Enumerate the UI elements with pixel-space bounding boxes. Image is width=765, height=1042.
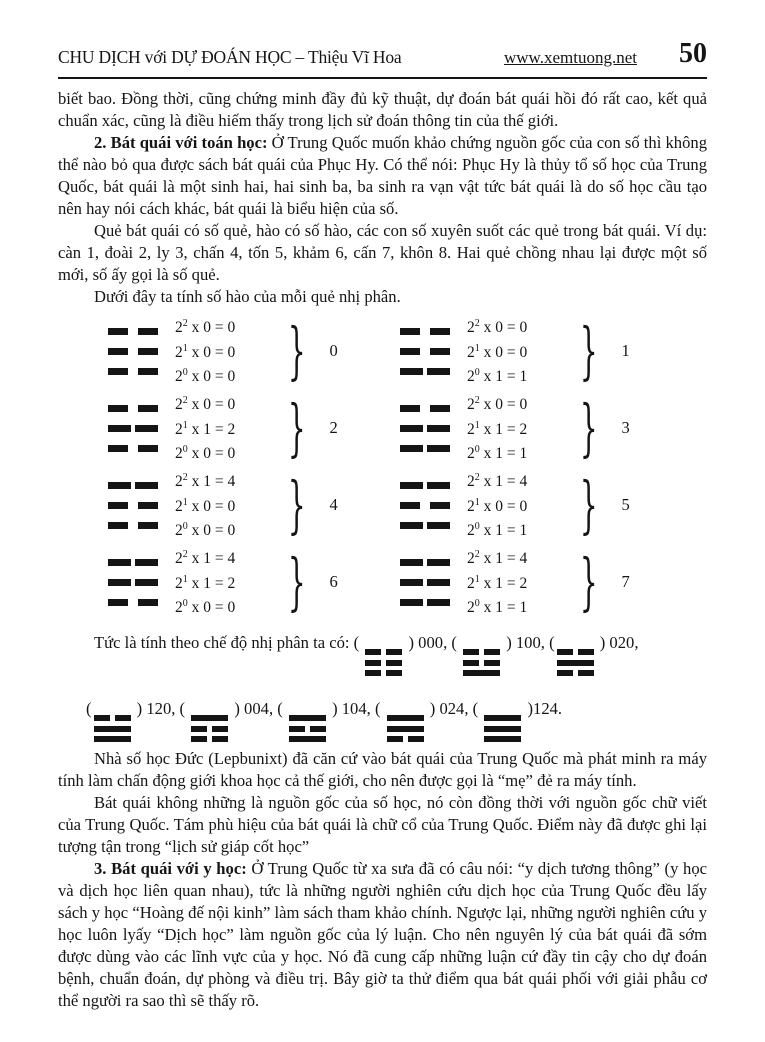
hexagram-bar [365, 670, 381, 676]
trigram-block [108, 468, 400, 541]
hexagram-symbol [387, 715, 424, 742]
trigram-solid-line [108, 425, 158, 432]
trigram-block [400, 391, 692, 464]
trigram-broken-line [108, 368, 158, 375]
trigram-solid-line [108, 559, 158, 566]
paragraph-text: biết bao. Đồng thời, cũng chứng minh đầy đủ kỹ thuật, dự đoán bát quái hồi đó rất cao, kết quả chuẩn xác, cũng là điều hiếm thấy trong lịch sử đoán thông tin của thế giới. [58, 89, 707, 130]
paragraph-bat-quai-y-hoc [58, 858, 707, 1012]
brace-icon: } [579, 468, 598, 541]
brace-icon: } [287, 314, 306, 387]
hexagram-row [463, 670, 500, 676]
equation: $2^2$ x 0 = 0 [175, 395, 236, 414]
hexagram-bar [463, 649, 479, 655]
trigram-dash [400, 522, 423, 529]
hexagram-bar [94, 726, 131, 732]
trigram-solid-line [400, 559, 450, 566]
hexagram-row [289, 736, 326, 742]
trigram-dash [400, 405, 420, 412]
trigram-dash [430, 405, 450, 412]
equation: $2^0$ x 1 = 1 [467, 444, 528, 463]
block-total: 5 [621, 495, 630, 514]
hexagram-row [557, 670, 594, 676]
trigram-block [108, 391, 400, 464]
hexagram-bar [484, 660, 500, 666]
hexagram-bar [484, 726, 521, 732]
trigram-solid-line [400, 368, 450, 375]
paragraph-nha-so-hoc [58, 748, 707, 792]
hexagram-row [191, 736, 228, 742]
brace-icon: } [579, 314, 598, 387]
hexagram-bar [463, 660, 479, 666]
trigram-dash [400, 599, 423, 606]
hexagram-bar [578, 670, 594, 676]
trigram-dash [135, 579, 158, 586]
hexagram-row [463, 660, 500, 666]
hexagram-bar [191, 715, 228, 721]
equation-list [175, 545, 277, 619]
trigram-dash [108, 405, 128, 412]
equation: $2^1$ x 0 = 0 [175, 496, 236, 515]
trigram-dash [108, 368, 128, 375]
trigram-dash [427, 559, 450, 566]
equation: $2^1$ x 1 = 2 [175, 419, 236, 438]
binary-sentence-intro: Tức là tính theo chế độ nhị phân ta có: [94, 633, 354, 652]
hexagram-row [289, 715, 326, 721]
trigram-dash [427, 522, 450, 529]
hexagram-bar [484, 736, 521, 742]
equation: $2^2$ x 1 = 4 [175, 472, 236, 491]
diagram-row [58, 391, 707, 464]
trigram-dash [108, 328, 128, 335]
trigram-block [400, 545, 692, 618]
equation: $2^1$ x 1 = 2 [467, 419, 528, 438]
trigram-broken-line [108, 405, 158, 412]
block-total: 6 [329, 572, 338, 591]
trigram-block [108, 314, 400, 387]
hexagram-symbol [94, 715, 131, 742]
paragraph-text: Dưới đây ta tính số hào của mỗi quẻ nhị phân. [94, 287, 401, 306]
equation: $2^2$ x 1 = 4 [175, 549, 236, 568]
hexagram-row [484, 726, 521, 732]
hexagram-bar [310, 726, 326, 732]
trigram-broken-line [108, 445, 158, 452]
trigram-dash [430, 348, 450, 355]
equation: $2^1$ x 1 = 2 [467, 573, 528, 592]
trigram-solid-line [400, 482, 450, 489]
equation: $2^1$ x 0 = 0 [467, 496, 528, 515]
header-url-link[interactable]: www.xemtuong.net [504, 48, 637, 67]
trigram-solid-line [108, 579, 158, 586]
hexagram-bar [484, 649, 500, 655]
trigram-dash [108, 425, 131, 432]
equation-list [175, 468, 277, 542]
diagram-row [58, 468, 707, 541]
hexagram-row [463, 649, 500, 655]
hexagram-row [557, 649, 594, 655]
trigram-block [400, 314, 692, 387]
binary-sentence-line-2: ( ) 120, ( ) 004, ( ) 104, ( ) 024, ( )124. [58, 692, 707, 742]
page-content [58, 88, 707, 1012]
trigram-solid-line [400, 445, 450, 452]
block-total: 3 [621, 418, 630, 437]
equation: $2^2$ x 0 = 0 [467, 395, 528, 414]
hexagram-row [387, 715, 424, 721]
trigram-figure [400, 405, 450, 452]
equation: $2^0$ x 1 = 1 [467, 521, 528, 540]
equation: $2^0$ x 1 = 1 [467, 598, 528, 617]
trigram-figure [400, 328, 450, 375]
trigram-dash [427, 482, 450, 489]
hexagram-bar [557, 670, 573, 676]
trigram-solid-line [400, 522, 450, 529]
paragraph-lead: 2. Bát quái với toán học: [94, 133, 268, 152]
hexagram-row [365, 660, 402, 666]
equation: $2^0$ x 0 = 0 [175, 367, 236, 386]
hexagram-bar [212, 736, 228, 742]
hexagram-row [557, 660, 594, 666]
trigram-dash [400, 579, 423, 586]
hexagram-symbol [484, 715, 521, 742]
trigram-broken-line [400, 328, 450, 335]
equation-list [175, 391, 277, 465]
paragraph-text: Ở Trung Quốc từ xa sưa đã có câu nói: “y dịch tương thông” (y học và dịch học liên quan nhau), tức là những người nghiên cứu dịch học của Trung Quốc đều lấy sách y học “Hoàng đế nội kinh” làm sách tham khảo chính. Ngược lại, những người nghiên cứu y học luôn lyấy “Dịch học” làm nguồn gốc của lý luận. Cho nên nguyên lý của bát quái đã sớm được dùng vào các lĩnh vực của y học. Nó đã cung cấp những luận cứ đầy tin cậy cho dự đoán bệnh, chuẩn đoán, dự phòng và điều trị. Bây giờ ta thử điểm qua bát quái phối với giải phẫu cơ thể người ra sao thì sẽ thấy rõ. [58, 859, 707, 1010]
equation: $2^0$ x 0 = 0 [175, 521, 236, 540]
trigram-broken-line [400, 502, 450, 509]
hexagram-bar [289, 726, 305, 732]
hexagram-bar [578, 649, 594, 655]
trigram-dash [400, 502, 420, 509]
hexagram-row [289, 726, 326, 732]
paragraph-text: Bát quái không những là nguồn gốc của số học, nó còn đồng thời với nguồn gốc chữ viết của Trung Quốc. Tám phù hiệu của bát quái là chữ cổ của Trung Quốc. Điểm này đã được ghi lại tượng tận trong “lịch sử giáp cốt học” [58, 793, 707, 856]
brace-icon: } [579, 545, 598, 618]
hexagram-bar [386, 660, 402, 666]
trigram-dash [138, 348, 158, 355]
hexagram-bar [557, 649, 573, 655]
trigram-dash [400, 445, 423, 452]
paragraph-text: Ở Trung Quốc muốn khảo chứng nguồn gốc của con số thì không thể nào bỏ qua được sách bát quái của Phục Hy. Có thể nói: Phục Hy là thủy tổ số học của Trung Quốc, bát quái là một sinh hai, hai sinh ba, ba sinh ra vạn vật tức bát quái là do số học cầu tạo nên hay nói cách khác, bát quái là biểu hiện của số. [58, 133, 707, 218]
hexagram-row [484, 736, 521, 742]
equation: $2^1$ x 1 = 2 [175, 573, 236, 592]
hexagram-bar [557, 660, 594, 666]
hexagram-bar [289, 715, 326, 721]
trigram-dash [108, 559, 131, 566]
hexagram-symbol [289, 715, 326, 742]
brace-icon: } [287, 391, 306, 464]
trigram-dash [138, 328, 158, 335]
trigram-dash [427, 599, 450, 606]
block-total: 1 [621, 341, 630, 360]
trigram-dash [135, 425, 158, 432]
hexagram-row [484, 715, 521, 721]
trigram-broken-line [108, 522, 158, 529]
paragraph-que-bat-quai [58, 220, 707, 286]
hexagram-row [94, 736, 131, 742]
page-header [58, 40, 707, 79]
hexagram-bar [212, 726, 228, 732]
hexagram-row [387, 726, 424, 732]
trigram-dash [138, 368, 158, 375]
trigram-dash [135, 482, 158, 489]
equation: $2^0$ x 0 = 0 [175, 598, 236, 617]
trigram-solid-line [400, 579, 450, 586]
equation: $2^2$ x 1 = 4 [467, 549, 528, 568]
hexagram-symbol [191, 715, 228, 742]
trigram-dash [108, 482, 131, 489]
hexagram-row [191, 715, 228, 721]
trigram-dash [138, 599, 158, 606]
trigram-dash [400, 348, 420, 355]
trigram-figure [108, 482, 158, 529]
trigram-dash [427, 445, 450, 452]
trigram-dash [430, 328, 450, 335]
hexagram-bar [191, 726, 207, 732]
page-number: 50 [679, 38, 707, 69]
hexagram-row [94, 715, 131, 721]
trigram-block [108, 545, 400, 618]
trigram-broken-line [108, 599, 158, 606]
hexagram-symbol [557, 649, 594, 676]
hexagram-bar [289, 736, 326, 742]
brace-icon: } [287, 545, 306, 618]
trigram-dash [108, 522, 128, 529]
hexagram-row [365, 649, 402, 655]
trigram-broken-line [108, 502, 158, 509]
trigram-diagram [58, 314, 707, 618]
hexagram-bar [386, 649, 402, 655]
diagram-row [58, 314, 707, 387]
trigram-dash [427, 425, 450, 432]
block-total: 2 [329, 418, 338, 437]
paragraph-duoi-day [58, 286, 707, 308]
hexagram-row [191, 726, 228, 732]
equation-list [467, 468, 569, 542]
hexagram-row [94, 726, 131, 732]
hexagram-bar [387, 736, 403, 742]
equation: $2^0$ x 1 = 1 [467, 367, 528, 386]
equation: $2^0$ x 0 = 0 [175, 444, 236, 463]
trigram-dash [108, 579, 131, 586]
block-total: 4 [329, 495, 338, 514]
trigram-dash [138, 405, 158, 412]
hexagram-bar [94, 736, 131, 742]
trigram-dash [138, 522, 158, 529]
trigram-dash [400, 425, 423, 432]
brace-icon: } [287, 468, 306, 541]
trigram-broken-line [108, 348, 158, 355]
trigram-dash [138, 445, 158, 452]
hexagram-bar [387, 715, 424, 721]
trigram-dash [400, 559, 423, 566]
hexagram-bar [386, 670, 402, 676]
trigram-dash [138, 502, 158, 509]
hexagram-bar [191, 736, 207, 742]
hexagram-bar [365, 649, 381, 655]
trigram-dash [108, 445, 128, 452]
trigram-block [400, 468, 692, 541]
paragraph-text: Quẻ bát quái có số quẻ, hào có số hào, các con số xuyên suốt các quẻ trong bát quái. Ví dụ: càn 1, đoài 2, ly 3, chấn 4, tốn 5, khảm 6, cấn 7, khôn 8. Hai quẻ chồng nhau lại được một số mới, số ấy gọi là số quẻ. [58, 221, 707, 284]
trigram-figure [108, 328, 158, 375]
trigram-dash [108, 348, 128, 355]
hexagram-row [387, 736, 424, 742]
header-title: CHU DỊCH với DỰ ĐOÁN HỌC – Thiệu Vĩ Hoa [58, 47, 402, 67]
hexagram-bar [94, 715, 110, 721]
trigram-broken-line [400, 405, 450, 412]
paragraph-bat-quai-toan-hoc [58, 132, 707, 220]
hexagram-symbol [365, 649, 402, 676]
paragraph-nguon-goc-chu-viet [58, 792, 707, 858]
trigram-dash [108, 502, 128, 509]
hexagram-bar [115, 715, 131, 721]
equation: $2^2$ x 0 = 0 [175, 318, 236, 337]
equation-list [467, 391, 569, 465]
trigram-broken-line [400, 348, 450, 355]
trigram-dash [427, 368, 450, 375]
trigram-dash [400, 328, 420, 335]
block-total: 0 [329, 341, 338, 360]
hexagram-bar [387, 726, 424, 732]
trigram-solid-line [108, 482, 158, 489]
trigram-broken-line [108, 328, 158, 335]
equation: $2^1$ x 0 = 0 [175, 342, 236, 361]
equation-list [467, 314, 569, 388]
hexagram-bar [408, 736, 424, 742]
trigram-dash [108, 599, 128, 606]
hexagram-symbol [463, 649, 500, 676]
trigram-dash [400, 482, 423, 489]
equation: $2^1$ x 0 = 0 [467, 342, 528, 361]
diagram-row [58, 545, 707, 618]
equation-list [175, 314, 277, 388]
hexagram-bar [484, 715, 521, 721]
trigram-dash [135, 559, 158, 566]
hexagram-bar [365, 660, 381, 666]
trigram-figure [400, 559, 450, 606]
binary-sentence-line-1: Tức là tính theo chế độ nhị phân ta có: ( ) 000, ( ) 100, ( ) 020, [58, 626, 707, 676]
equation: $2^2$ x 0 = 0 [467, 318, 528, 337]
brace-icon: } [579, 391, 598, 464]
trigram-solid-line [400, 599, 450, 606]
trigram-figure [108, 405, 158, 452]
equation: $2^2$ x 1 = 4 [467, 472, 528, 491]
hexagram-row [365, 670, 402, 676]
hexagram-bar [463, 670, 500, 676]
trigram-solid-line [400, 425, 450, 432]
trigram-dash [427, 579, 450, 586]
block-total: 7 [621, 572, 630, 591]
paragraph-text: Nhà số học Đức (Lepbunixt) đã căn cứ vào bát quái của Trung Quốc mà phát minh ra máy tính làm chấn động giới khoa học cả thế giới, cho nên được gọi là “mẹ” đẻ ra máy tính. [58, 749, 707, 790]
trigram-figure [108, 559, 158, 606]
trigram-figure [400, 482, 450, 529]
trigram-dash [430, 502, 450, 509]
paragraph-continued [58, 88, 707, 132]
trigram-dash [400, 368, 423, 375]
paragraph-lead: 3. Bát quái với y học: [94, 859, 247, 878]
equation-list [467, 545, 569, 619]
